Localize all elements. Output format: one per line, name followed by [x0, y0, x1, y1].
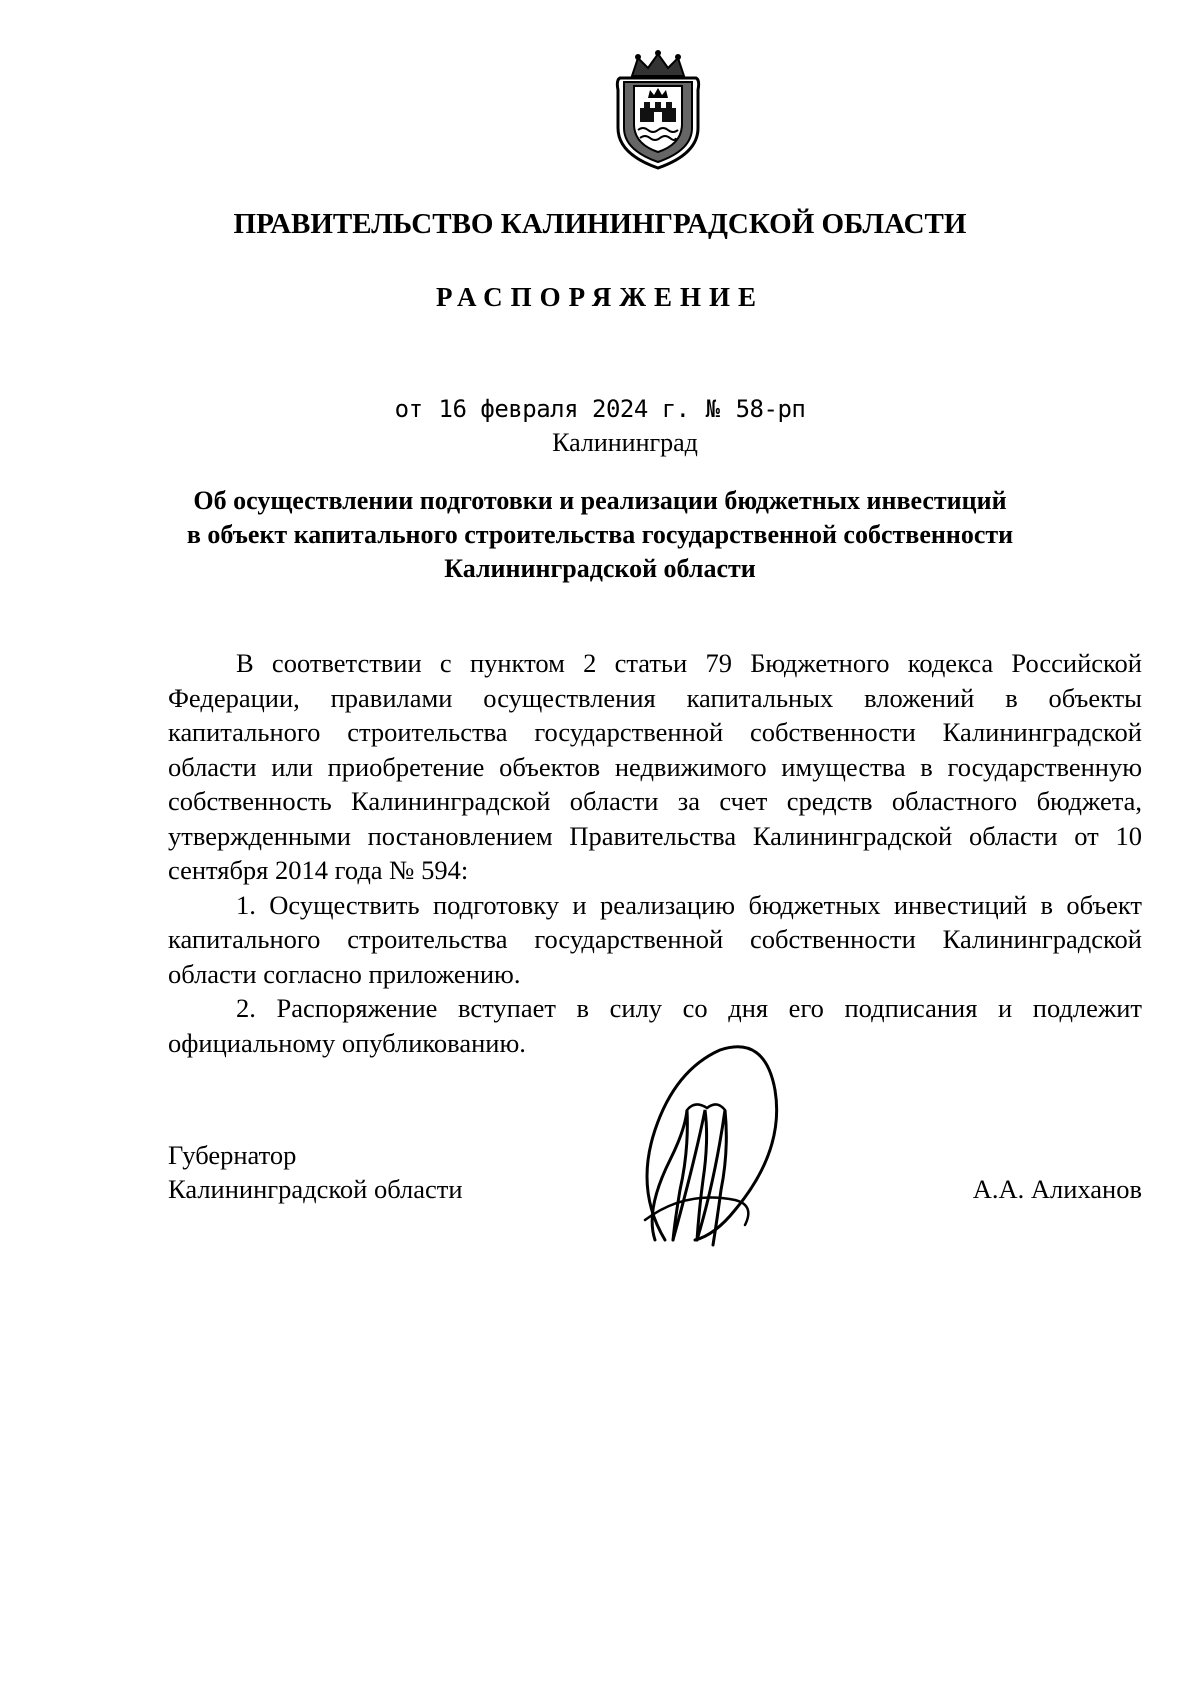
number-label: №	[705, 395, 720, 423]
document-number: 58-рп	[735, 395, 806, 423]
date-number-line	[150, 395, 1050, 423]
document-date: 16 февраля 2024 г.	[438, 395, 690, 423]
city: Калининград	[552, 428, 698, 457]
document-type-heading: РАСПОРЯЖЕНИЕ	[435, 282, 765, 312]
organization-title: ПРАВИТЕЛЬСТВО КАЛИНИНГРАДСКОЙ ОБЛАСТИ	[233, 208, 967, 240]
date-prefix: от	[394, 395, 423, 423]
position-line: Калининградской области	[168, 1174, 463, 1204]
subject-line: Калининградской области	[444, 554, 756, 583]
subject-line: Об осуществлении подготовки и реализации бюджетных инвестиций	[193, 486, 1007, 515]
preamble-paragraph: В соответствии с пунктом 2 статьи 79 Бюджетного кодекса Российской Федерации, правилами осуществления капитальных вложений в объекты капитального строительства государственной собственности Калининградской области или приобретение объектов недвижимого имущества в государственную собственность Калининградской области за счет средств областного бюджета, утвержденными постановлением Правительства Калининградской области от 10 сентября 2014 года № 594:	[168, 648, 1142, 885]
handwritten-signature-icon	[625, 1040, 785, 1260]
item-1-paragraph: 1. Осуществить подготовку и реализацию бюджетных инвестиций в объект капитального строительства государственной собственности Калининградской области согласно приложению.	[168, 889, 1142, 989]
document-body	[168, 646, 1142, 1060]
signatory-position	[168, 1138, 568, 1206]
signatory-name: А.А. Алиханов	[972, 1174, 1142, 1204]
item-2-paragraph: 2. Распоряжение вступает в силу со дня его подписания и подлежит официальному опубликованию.	[168, 993, 1142, 1058]
coat-of-arms-icon	[610, 50, 706, 170]
document-subject	[170, 484, 1030, 586]
subject-line: в объект капитального строительства государственной собственности	[186, 520, 1014, 549]
position-line: Губернатор	[168, 1140, 297, 1170]
